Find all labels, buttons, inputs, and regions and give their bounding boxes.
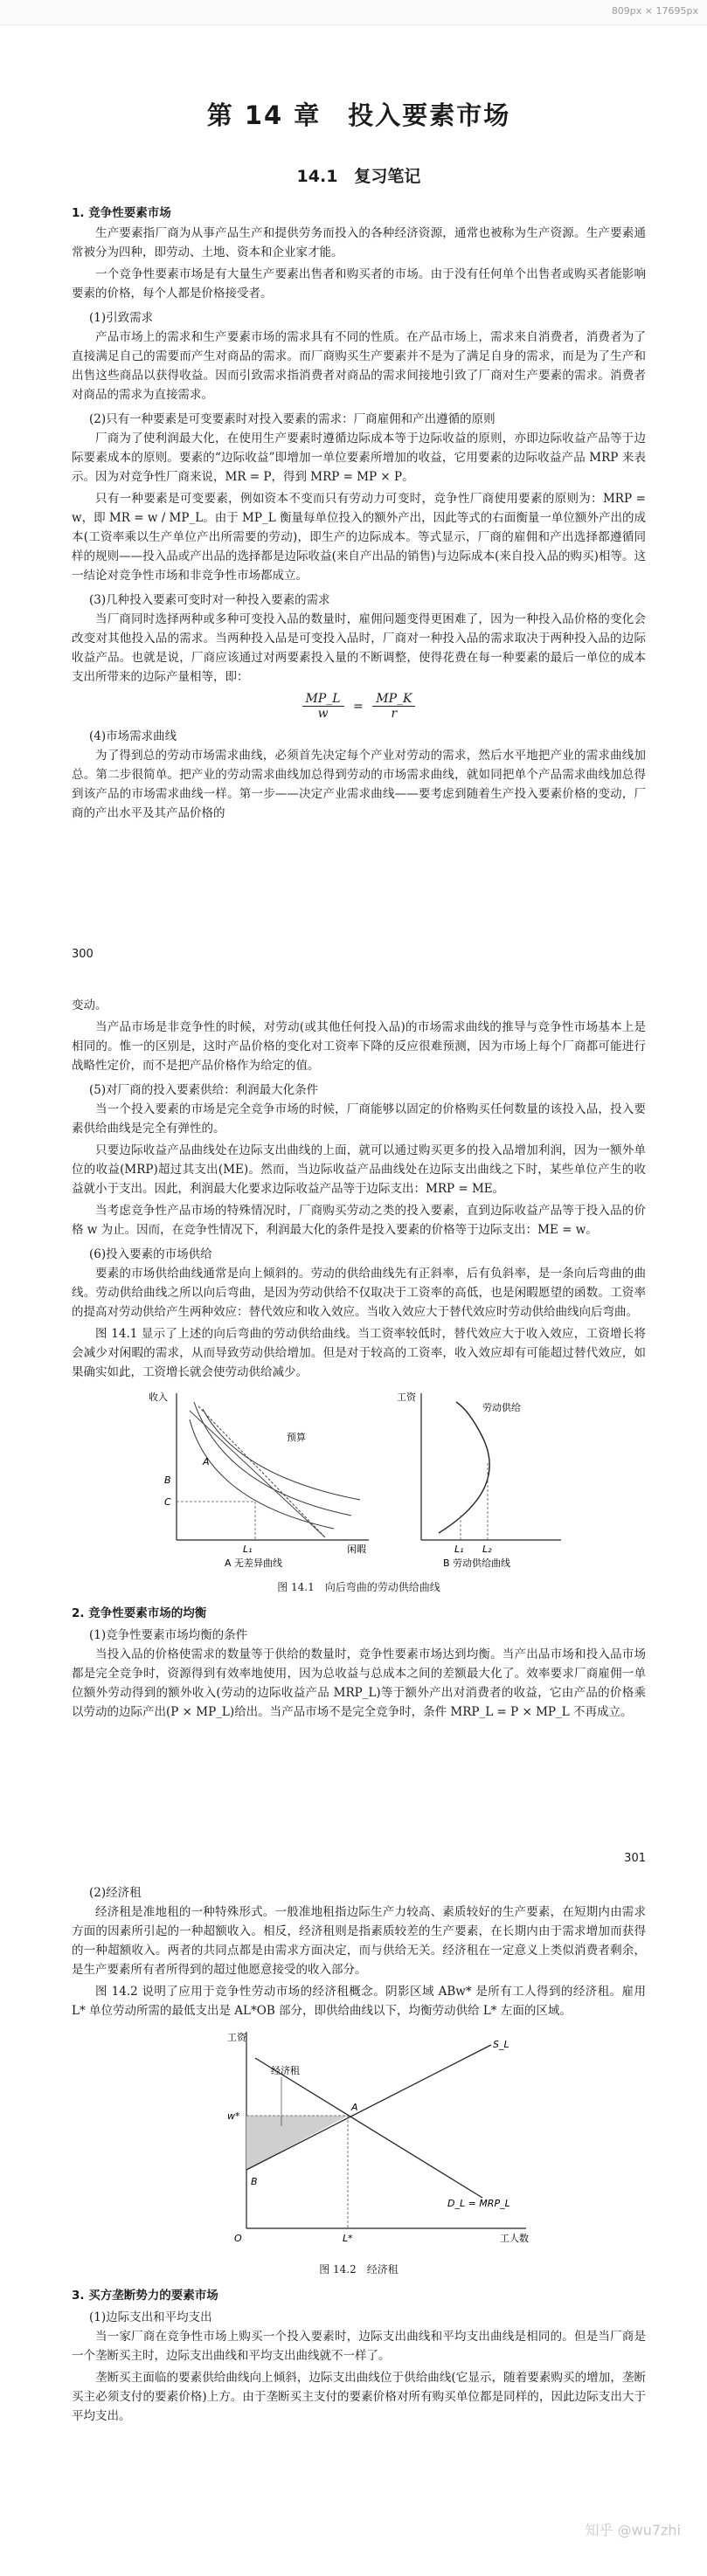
paragraph: 只有一种要素是可变要素，例如资本不变而只有劳动力可变时，竞争性厂商使用要素的原则为：MRP = w，即 MR = w / MP_L。由于 MP_L 衡量每单位投入的额外产出，因此等式的右面衡量一单位额外产出的成本(工资率乘以生产单位产出所需要的劳动)，即生产的边际成本。等式显示，厂商的雇佣和产出选择都遵循同样的规则——投入品或产出品的选择都是边际收益(来自产出品的销售)与边际成本(来自投入品的购买)相等。这一结论对竞争性市场和非竞争性市场都成立。 bbox=[72, 492, 646, 583]
fig2-lstar: L* bbox=[343, 2233, 353, 2244]
fig2-xlabel: 工人数 bbox=[500, 2233, 529, 2244]
point-b: B bbox=[164, 1474, 171, 1486]
paragraph: 经济租是准地租的一种特殊形式。一般准地租指边际生产力较高、素质较好的生产要素，在短期内由需求方面的因素所引起的一种超额收入。相反，经济租则是指素质较差的生产要素，在长期内由于需求增加而获得的一种超额收入。两者的共同点都是由需求方面决定，而与供给无关。经济租在一定意义上类似消费者剩余，是生产要素所有者所得到的超过他愿意接受的收入部分。 bbox=[72, 1905, 646, 1977]
figure-14-1-svg bbox=[72, 1385, 646, 1572]
paragraph: 当一个投入要素的市场是完全竞争市场的时候，厂商能够以固定的价格购买任何数量的该投入品，投入要素供给曲线是完全有弹性的。 bbox=[72, 1102, 646, 1136]
fig2-ylabel: 工资 bbox=[227, 2032, 246, 2043]
point-c: C bbox=[164, 1496, 171, 1508]
panel-b-subtitle: B 劳动供给曲线 bbox=[443, 1557, 511, 1569]
paragraph: 图 14.2 说明了应用于竞争性劳动市场的经济租概念。阴影区域 ABw* 是所有工人得到的经济租。雇用 L* 单位劳动所需的最低支出是 AL*OB 部分，即供给曲线以下，均衡劳动供给 L* 左面的区域。 bbox=[72, 1985, 646, 2018]
figure-14-1 bbox=[72, 1385, 646, 1594]
paragraph: 为了得到总的劳动市场需求曲线，必须首先决定每个产业对劳动的需求，然后水平地把产业的需求曲线加总。第二步很简单。把产业的劳动需求曲线加总得到劳动的市场需求曲线，就如同把单个产品需求曲线加总得到该产品的市场需求曲线一样。第一步——决定产业需求曲线——要考虑到随着生产投入要素价格的变动，厂商的产出水平及其产品价格的 bbox=[72, 749, 646, 820]
watermark: 知乎 @wu7zhi bbox=[585, 2522, 681, 2538]
panel-b-ylabel: 工资 bbox=[397, 1392, 416, 1403]
subheading-several-variable-inputs: (3)几种投入要素可变时对一种投入要素的需求 bbox=[89, 593, 330, 607]
paragraph: 当投入品的价格使需求的数量等于供给的数量时，竞争性要素市场达到均衡。当产出品市场和投入品市场都是完全竞争时，资源得到有效率地使用，因为总收益与总成本之间的差额最大化了。效率要求厂商雇佣一单位额外劳动得到的额外收入(劳动的边际收益产品 MRP_L)等于额外产出对消费者的收益，它由产品的价格乘以劳动的边际产出(P × MP_L)给出。当产品市场不是完全竞争时，条件 MRP_L = P × MP_L 不再成立。 bbox=[72, 1647, 646, 1719]
fraction-capital: $\frac{MP\_K}{r}$ bbox=[372, 692, 415, 721]
fig2-supply-label: S_L bbox=[493, 2039, 509, 2050]
panel-a-xlabel: 闲暇 bbox=[347, 1544, 366, 1555]
page-302-content bbox=[72, 1878, 646, 2428]
paragraph: 变动。 bbox=[72, 998, 107, 1012]
chapter-title: 第 14 章 投入要素市场 bbox=[206, 100, 511, 130]
paragraph: 图 14.1 显示了上述的向后弯曲的劳动供给曲线。当工资率较低时，替代效应大于收入效应，工资增长将会减少对闲暇的需求，从而导致劳动供给增加。但是对于较高的工资率，收入效应却有可能超过替代效应，如果确实如此，工资增长就会使劳动供给减少。 bbox=[72, 1327, 646, 1379]
paragraph: 要素的市场供给曲线通常是向上倾斜的。劳动的供给曲线先有正斜率，后有负斜率，是一条向后弯曲的曲线。劳动供给曲线之所以向后弯曲，是因为劳动供给不仅取决于工资率的高低，也是闲暇愿望的函数。工资率的提高对劳动供给产生两种效应：替代效应和收入效应。当收入效应大于替代效应时劳动供给曲线向后弯曲。 bbox=[72, 1267, 646, 1319]
panel-b-l2: L₂ bbox=[482, 1544, 492, 1555]
page-300-content bbox=[72, 96, 646, 825]
point-a: A bbox=[203, 1456, 210, 1468]
heading-monopsony: 3. 买方垄断势力的要素市场 bbox=[72, 2289, 218, 2303]
paragraph: 当考虑竞争性产品市场的特殊情况时，厂商购买劳动之类的投入要素，直到边际收益产品等于投入品的价格 w 为止。因而，在竞争性情况下，利润最大化的条件是投入要素的价格等于边际支出：ME = w。 bbox=[72, 1204, 646, 1237]
subheading-market-demand: (4)市场需求曲线 bbox=[89, 729, 177, 743]
paragraph: 只要边际收益产品曲线处在边际支出曲线的上面，就可以通过购买更多的投入品增加利润，因为一额外单位的收益(MRP)超过其支出(ME)。然而，当边际收益产品曲线处在边际支出曲线之下时，某些单位产生的收益就小于支出。因此，利润最大化要求边际收益产品等于边际支出：MRP = ME。 bbox=[72, 1143, 646, 1196]
panel-a-ylabel: 收入 bbox=[149, 1392, 168, 1403]
panel-a-indifference bbox=[149, 1391, 369, 1569]
subheading-marginal-average-expenditure: (1)边际支出和平均支出 bbox=[89, 2310, 212, 2324]
subheading-economic-rent: (2)经济租 bbox=[89, 1886, 142, 1900]
fig2-rent-label: 经济租 bbox=[271, 2065, 300, 2076]
fig2-wstar: w* bbox=[227, 2110, 240, 2122]
figure-14-1-caption: 图 14.1 向后弯曲的劳动供给曲线 bbox=[277, 1581, 440, 1593]
panel-b-curve-label: 劳动供给 bbox=[482, 1402, 521, 1413]
fig2-demand-label: D_L = MRP_L bbox=[447, 2198, 510, 2209]
page-number: 301 bbox=[624, 1852, 646, 1865]
panel-b-l1: L₁ bbox=[454, 1544, 464, 1555]
figure-14-2-caption: 图 14.2 经济租 bbox=[319, 2263, 399, 2276]
paragraph: 一个竞争性要素市场是有大量生产要素出售者和购买者的市场。由于没有任何单个出售者或购买者能影响要素的价格，每个人都是价格接受者。 bbox=[72, 267, 646, 300]
subheading-one-variable-input: (2)只有一种要素是可变要素时对投入要素的需求：厂商雇佣和产出遵循的原则 bbox=[89, 412, 496, 426]
formula-equal-marginal: $\frac{MP\_L}{w}$ = $\frac{MP\_K}{r}$ bbox=[72, 692, 646, 721]
fig2-point-a: A bbox=[351, 2102, 358, 2113]
subheading-derived-demand: (1)引致需求 bbox=[89, 311, 154, 325]
fig2-point-b: B bbox=[251, 2176, 258, 2187]
page-302 bbox=[0, 1878, 707, 2576]
paragraph: 垄断买主面临的要素供给曲线向上倾斜，边际支出曲线位于供给曲线(它显示，随着要素购买的增加，垄断买主必须支付的要素价格)上方。由于垄断买主支付的要素价格对所有购买单位都是同样的，因此边际支出大于平均支出。 bbox=[72, 2371, 646, 2423]
heading-competitive-factor-market: 1. 竞争性要素市场 bbox=[72, 206, 171, 220]
supply-line bbox=[246, 2045, 491, 2170]
viewer-bar bbox=[0, 0, 707, 25]
page-number: 300 bbox=[72, 948, 94, 961]
panel-a-l1: L₁ bbox=[243, 1544, 253, 1555]
paragraph: 当产品市场是非竞争性的时候，对劳动(或其他任何投入品)的市场需求曲线的推导与竞争性市场基本上是相同的。惟一的区别是，这时产品价格的变化对工资率下降的反应很难预测，因为市场上每个厂商都可能进行战略性定价，而不是把产品价格作为给定的值。 bbox=[72, 1020, 646, 1073]
panel-a-subtitle: A 无差异曲线 bbox=[225, 1557, 283, 1569]
heading-equilibrium: 2. 竞争性要素市场的均衡 bbox=[72, 1606, 207, 1620]
paragraph: 产品市场上的需求和生产要素市场的需求具有不同的性质。在产品市场上，需求来自消费者，消费者为了直接满足自己的需要而产生对商品的需求。而厂商购买生产要素并不是为了满足自身的需求，而是为了生产和出售这些商品以获得收益。因而引致需求指消费者对商品的需求间接地引致了厂商对生产要素的需求。消费者对商品的需求为直接需求。 bbox=[72, 330, 646, 402]
fig2-origin: O bbox=[234, 2233, 242, 2244]
page-300 bbox=[0, 96, 707, 970]
subheading-input-supply-firm: (5)对厂商的投入要素供给：利润最大化条件 bbox=[89, 1083, 319, 1097]
subheading-market-supply: (6)投入要素的市场供给 bbox=[89, 1247, 212, 1261]
section-title: 14.1 复习笔记 bbox=[296, 167, 421, 186]
page-301-content bbox=[72, 996, 646, 1724]
subheading-equilibrium-condition: (1)竞争性要素市场均衡的条件 bbox=[89, 1628, 248, 1642]
figure-14-2-svg bbox=[72, 2023, 646, 2255]
paragraph: 生产要素指厂商为从事产品生产和提供劳务而投入的各种经济资源，通常也被称为生产资源。生产要素通常被分为四种，即劳动、土地、资本和企业家才能。 bbox=[72, 226, 646, 259]
paragraph: 当厂商同时选择两种或多种可变投入品的数量时，雇佣问题变得更困难了，因为一种投入品价格的变化会改变对其他投入品的需求。当两种投入品是可变投入品时，厂商对一种投入品的需求取决于两种投入品的边际收益产品。也就是说，厂商应该通过对两要素投入量的不断调整，使得花费在每一种要素的最后一单位的成本支出所带来的边际产量相等，即： bbox=[72, 612, 646, 684]
page-301 bbox=[0, 996, 707, 1869]
paragraph: 厂商为了使利润最大化，在使用生产要素时遵循边际成本等于边际收益的原则，亦即边际收益产品等于边际要素成本的原则。要素的“边际收益”即增加一单位要素所增加的收益，它用要素的边际收益产品 MRP 来表示。因为对竞争性厂商来说，MR = P，得到 MRP = MP × P。 bbox=[72, 432, 646, 484]
image-dimensions: 809px × 17695px bbox=[611, 5, 698, 17]
paragraph: 当一家厂商在竞争性市场上购买一个投入要素时，边际支出曲线和平均支出曲线是相同的。但是当厂商是一个垄断买主时，边际支出曲线和平均支出曲线就不一样了。 bbox=[72, 2330, 646, 2363]
panel-b-labor-supply bbox=[397, 1391, 561, 1569]
figure-14-2 bbox=[72, 2023, 646, 2276]
fraction-labor: $\frac{MP\_L}{w}$ bbox=[302, 692, 344, 721]
panel-a-budget-label: 预算 bbox=[287, 1432, 306, 1443]
